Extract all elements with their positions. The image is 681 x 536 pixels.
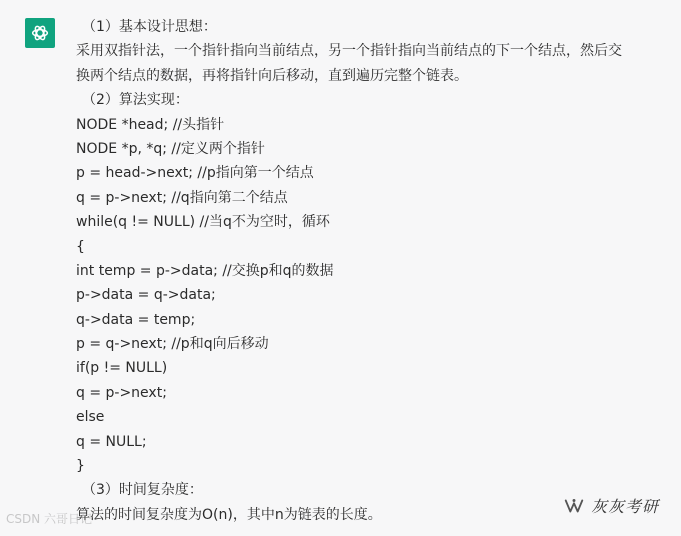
code-line: p = head->next; //p指向第一个结点 xyxy=(76,165,314,182)
code-line: if(p != NULL) xyxy=(76,360,168,377)
code-line: while(q != NULL) //当q不为空时，循环 xyxy=(76,214,330,231)
time-complexity-text: 算法的时间复杂度为O(n)，其中n为链表的长度。 xyxy=(76,506,382,523)
heading-time-complexity: （3）时间复杂度： xyxy=(82,482,203,499)
code-line: q = p->next; //q指向第二个结点 xyxy=(76,189,288,206)
code-line: NODE *head; //头指针 xyxy=(76,116,225,133)
code-line: p->data = q->data; xyxy=(76,287,216,304)
code-line: else xyxy=(76,409,105,426)
brand-name: 灰灰考研 xyxy=(591,497,660,516)
brand-watermark xyxy=(563,494,659,517)
code-line: int temp = p->data; //交换p和q的数据 xyxy=(76,262,334,279)
code-line: { xyxy=(76,238,85,255)
assistant-avatar xyxy=(25,18,55,48)
code-line: p = q->next; //p和q向后移动 xyxy=(76,336,269,353)
csdn-watermark: CSDN 六哥日记 xyxy=(6,512,93,526)
code-line: NODE *p, *q; //定义两个指针 xyxy=(76,140,265,157)
openai-logo-icon xyxy=(29,22,51,44)
code-line: q->data = temp; xyxy=(76,311,196,328)
design-idea-line-1: 采用双指针法，一个指针指向当前结点，另一个指针指向当前结点的下一个结点，然后交 xyxy=(76,43,622,60)
code-line: q = p->next; xyxy=(76,384,167,401)
heading-implementation: （2）算法实现： xyxy=(82,92,189,109)
code-line: q = NULL; xyxy=(76,433,147,450)
heading-design-idea: （1）基本设计思想： xyxy=(82,19,217,35)
assistant-message xyxy=(76,15,666,527)
code-line: } xyxy=(76,458,85,475)
wechat-channel-icon xyxy=(563,495,585,517)
design-idea-line-2: 换两个结点的数据，再将指针向后移动，直到遍历完整个链表。 xyxy=(76,67,468,84)
